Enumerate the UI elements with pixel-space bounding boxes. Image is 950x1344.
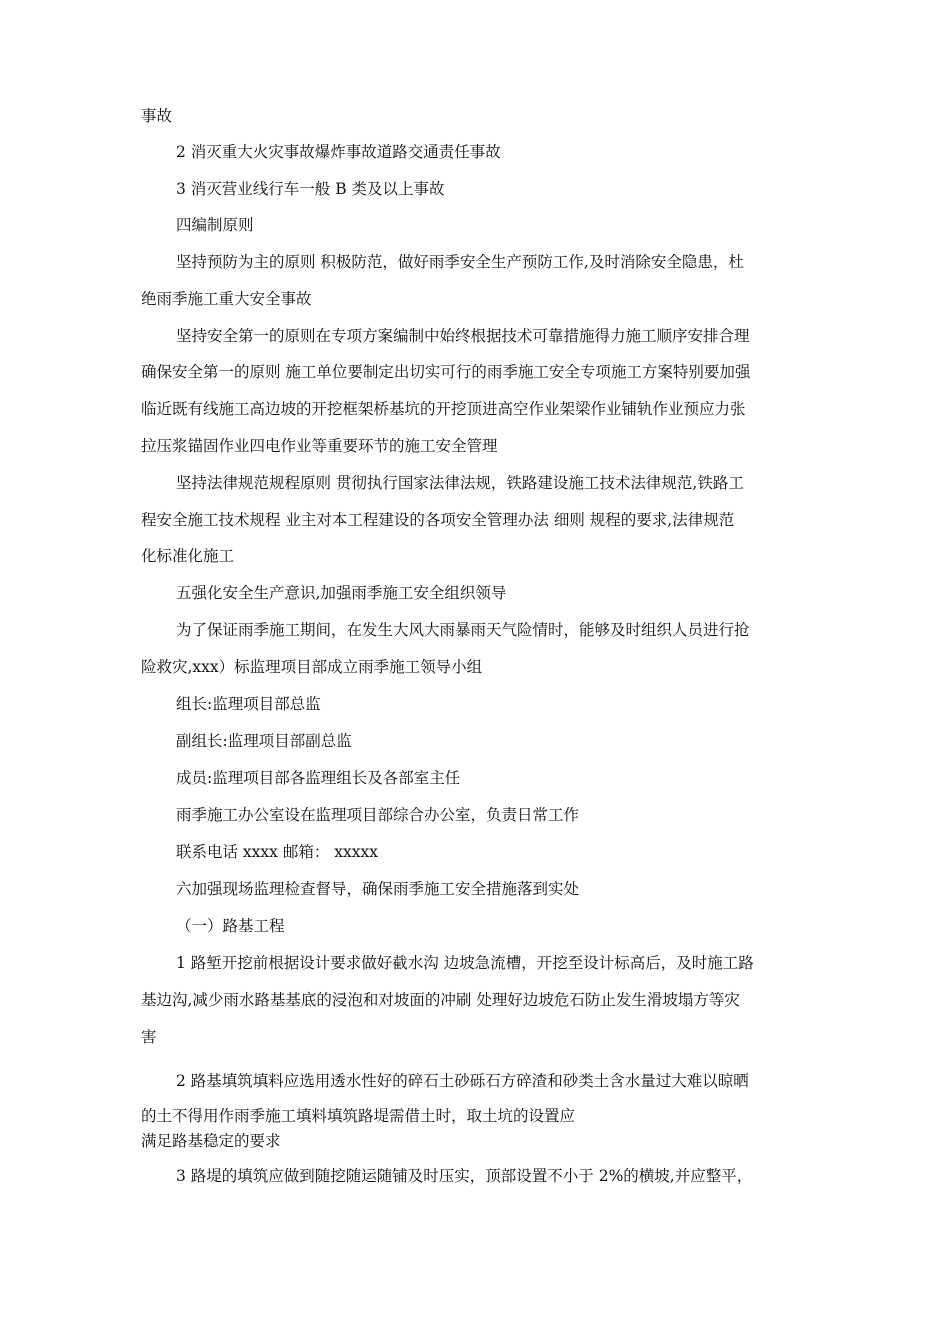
text-line: 基边沟,减少雨水路基基底的浸泡和对坡面的冲刷 处理好边坡危石防止发生滑坡塌方等灾 xyxy=(141,991,740,1009)
text-line: 雨季施工办公室设在监理项目部综合办公室，负责日常工作 xyxy=(176,806,580,824)
text-line: 为了保证雨季施工期间，在发生大风大雨暴雨天气险情时，能够及时组织人员进行抢 xyxy=(176,621,750,639)
text-line: 成员:监理项目部各监理组长及各部室主任 xyxy=(176,769,461,787)
text-line: 坚持法律规范规程原则 贯彻执行国家法律法规，铁路建设施工技术法律规范,铁路工 xyxy=(176,474,744,492)
text-line: 临近既有线施工高边坡的开挖框架桥基坑的开挖顶进高空作业架梁作业铺轨作业预应力张 xyxy=(141,400,746,418)
section-heading: 五强化安全生产意识,加强雨季施工安全组织领导 xyxy=(176,584,507,602)
text-line: 确保安全第一的原则 施工单位要制定出切实可行的雨季施工安全专项施工方案特别要加强 xyxy=(141,363,751,381)
text-line: 害 xyxy=(141,1028,157,1046)
text-line: 3 路堤的填筑应做到随挖随运随铺及时压实，顶部设置不小于 2%的横坡,并应整平， xyxy=(176,1167,753,1185)
text-line: 坚持预防为主的原则 积极防范，做好雨季安全生产预防工作,及时消除安全隐患，杜 xyxy=(176,253,744,271)
text-line: 副组长:监理项目部副总监 xyxy=(176,732,352,750)
text-line: 联系电话 xxxx 邮箱： xxxxx xyxy=(176,843,378,861)
text-line: 化标准化施工 xyxy=(141,547,235,565)
section-heading: 六加强现场监理检查督导，确保雨季施工安全措施落到实处 xyxy=(176,880,580,898)
section-heading: 四编制原则 xyxy=(176,216,254,234)
text-line: 程安全施工技术规程 业主对本工程建设的各项安全管理办法 细则 规程的要求,法律规范 xyxy=(141,511,735,529)
text-line: 2 消灭重大火灾事故爆炸事故道路交通责任事故 xyxy=(176,143,501,161)
text-line: 1 路堑开挖前根据设计要求做好截水沟 边坡急流槽，开挖至设计标高后，及时施工路 xyxy=(176,954,754,972)
text-line: 3 消灭营业线行车一般 B 类及以上事故 xyxy=(176,180,445,198)
text-line: 2 路基填筑填料应选用透水性好的碎石土砂砾石方碎渣和砂类土含水量过大难以晾晒 xyxy=(176,1072,749,1090)
text-line: 坚持安全第一的原则在专项方案编制中始终根据技术可靠措施得力施工顺序安排合理 xyxy=(176,327,750,345)
text-line: 事故 xyxy=(141,107,173,125)
text-line: 满足路基稳定的要求 xyxy=(141,1132,281,1150)
text-line: 拉压浆锚固作业四电作业等重要环节的施工安全管理 xyxy=(141,437,498,455)
text-line: 组长:监理项目部总监 xyxy=(176,695,321,713)
text-line: 绝雨季施工重大安全事故 xyxy=(141,290,312,308)
text-line: 险救灾,xxx）标监理项目部成立雨季施工领导小组 xyxy=(141,658,483,676)
subsection-heading: （一）路基工程 xyxy=(176,917,285,935)
text-line: 的土不得用作雨季施工填料填筑路堤需借土时，取土坑的设置应 xyxy=(141,1107,576,1125)
